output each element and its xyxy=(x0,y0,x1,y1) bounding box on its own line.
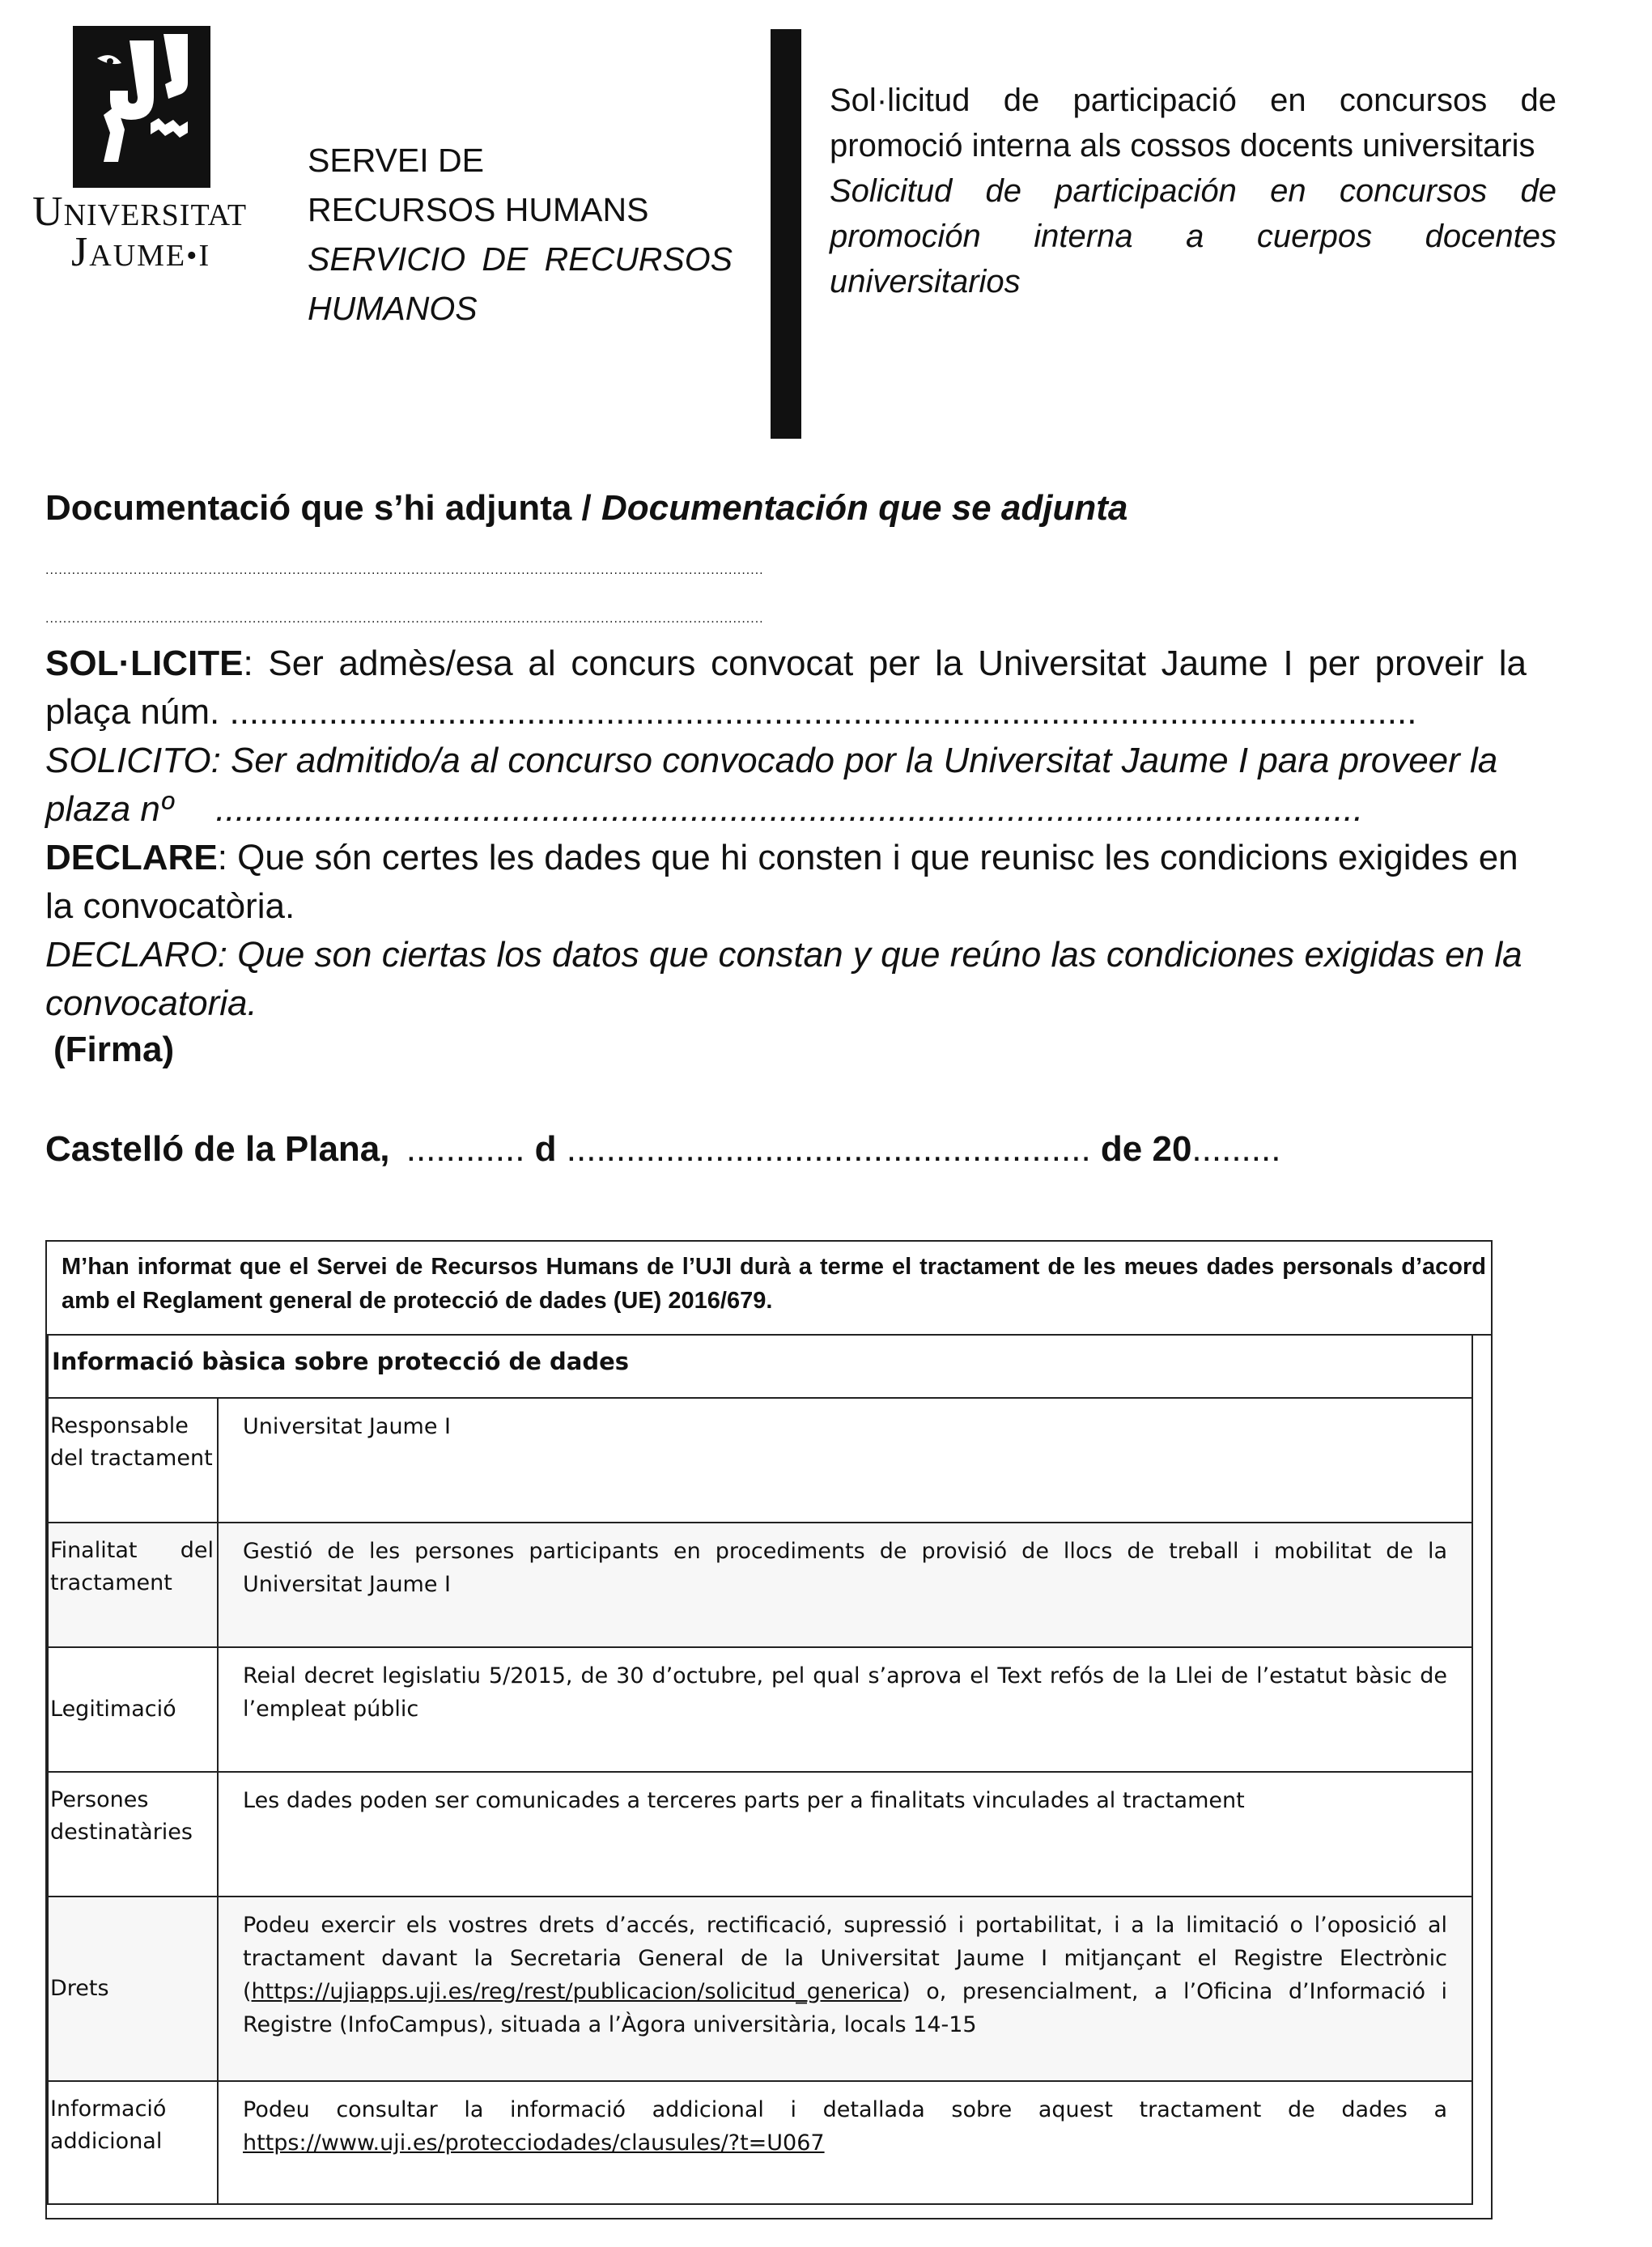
table-row xyxy=(49,1648,1473,1773)
row-label: Finalitat del tractament xyxy=(49,1523,219,1646)
document-title-ca: Sol·licitud de participació en concursos de promoció interna als cossos docents universitaris xyxy=(830,83,1556,164)
position-number-field-es[interactable]: .................................................................................................................... xyxy=(215,789,1364,829)
row-value: Podeu consultar la informació addicional i detallada sobre aquest tractament de dades a https://www.uji.es/protecciodades/clausules/?t=U067 xyxy=(219,2082,1473,2203)
table-row xyxy=(49,1773,1473,1897)
data-protection-intro: M’han informat que el Servei de Recursos Humans de l’UJI durà a terme el tractament de les meues dades personals d’acord amb el Reglament general de protecció de dades (UE) 2016/679. xyxy=(62,1254,1486,1314)
row-value: Podeu exercir els vostres drets d’accés, rectificació, supressió i portabilitat, i a la limitació o l’oposició al tractament davant la Secretaria General de la Universitat Jaume I mitjançant el Registre Electrònic (https://ujiapps.uji.es/reg/rest/publicacion/solicitud_generica) o, presencialment, a l’Oficina d’Informació i Registre (InfoCampus), situada a l’Àgora universitària, locals 14-15 xyxy=(219,1897,1473,2080)
attachments-heading: Documentació que s’hi adjunta / Documentación que se adjunta xyxy=(45,488,1128,528)
position-number-field-ca[interactable]: ........................................................................................................................ xyxy=(229,692,1417,732)
attachments-field-line-2[interactable]: ................................................................................................................................................................... xyxy=(45,612,764,626)
table-row xyxy=(49,1523,1473,1648)
header-divider xyxy=(771,29,801,439)
document-title xyxy=(830,78,1556,304)
row-label: Persones destinatàries xyxy=(49,1773,219,1896)
request-es: SOLICITO: Ser admitido/a al concurso convocado por la Universitat Jaume I para proveer la plaza nº .................................................................................................................... xyxy=(45,741,1498,829)
declaration-ca: DECLARE: Que són certes les dades que hi consten i que reunisc les condicions exigides en la convocatòria. xyxy=(45,838,1518,926)
department-ca-line1: SERVEI DE xyxy=(308,142,484,179)
department-ca-line2: RECURSOS HUMANS xyxy=(308,191,649,228)
table-row xyxy=(49,2082,1473,2205)
row-label: Drets xyxy=(49,1897,219,2080)
place-date-line: Castelló de la Plana, ............ d ..................................................... de 20......... xyxy=(45,1129,1281,1169)
attachments-field-line-1[interactable]: ................................................................................................................................................................... xyxy=(45,563,764,577)
university-logo xyxy=(32,26,267,275)
year-field[interactable]: ......... xyxy=(1191,1129,1281,1169)
data-protection-clauses-link[interactable]: https://www.uji.es/protecciodades/clausules/?t=U067 xyxy=(243,2130,825,2156)
month-field[interactable]: ..................................................... xyxy=(566,1129,1091,1169)
day-field[interactable]: ............ xyxy=(406,1129,525,1169)
document-title-es: Solicitud de participación en concursos de promoción interna a cuerpos docentes universitarios xyxy=(830,173,1556,299)
row-label: Legitimació xyxy=(49,1648,219,1771)
row-value: Gestió de les persones participants en procediments de provisió de llocs de treball i mobilitat de la Universitat Jaume I xyxy=(219,1523,1473,1646)
uji-logo-mark-icon xyxy=(73,26,210,188)
row-value: Reial decret legislatiu 5/2015, de 30 d’octubre, pel qual s’aprova el Text refós de la Llei de l’estatut bàsic de l’empleat públic xyxy=(219,1648,1473,1771)
row-label: Informació addicional xyxy=(49,2082,219,2203)
declaration-es: DECLARO: Que son ciertas los datos que constan y que reúno las condiciones exigidas en la convocatoria. xyxy=(45,935,1522,1023)
electronic-register-link[interactable]: https://ujiapps.uji.es/reg/rest/publicacion/solicitud_generica xyxy=(251,1979,902,2004)
request-ca: SOL·LICITE: Ser admès/esa al concurs convocat per la Universitat Jaume I per proveir la plaça núm. ........................................................................................................................ xyxy=(45,644,1527,732)
department-name xyxy=(308,136,733,333)
row-value: Les dades poden ser comunicades a terceres parts per a finalitats vinculades al tractament xyxy=(219,1773,1473,1896)
table-row xyxy=(49,1399,1473,1523)
row-label: Responsable del tractament xyxy=(49,1399,219,1522)
department-es: SERVICIO DE RECURSOS HUMANOS xyxy=(308,240,733,327)
data-protection-table-title: Informació bàsica sobre protecció de dades xyxy=(49,1336,1473,1399)
signature-label: (Firma) xyxy=(53,1030,175,1069)
data-protection-box xyxy=(45,1240,1493,2219)
logo-wordmark-line1: UNIVERSITAT xyxy=(32,189,248,235)
row-value: Universitat Jaume I xyxy=(219,1399,1473,1522)
data-protection-table xyxy=(47,1336,1473,2205)
table-row xyxy=(49,1897,1473,2082)
logo-wordmark-line2: JAUME•I xyxy=(71,229,211,275)
